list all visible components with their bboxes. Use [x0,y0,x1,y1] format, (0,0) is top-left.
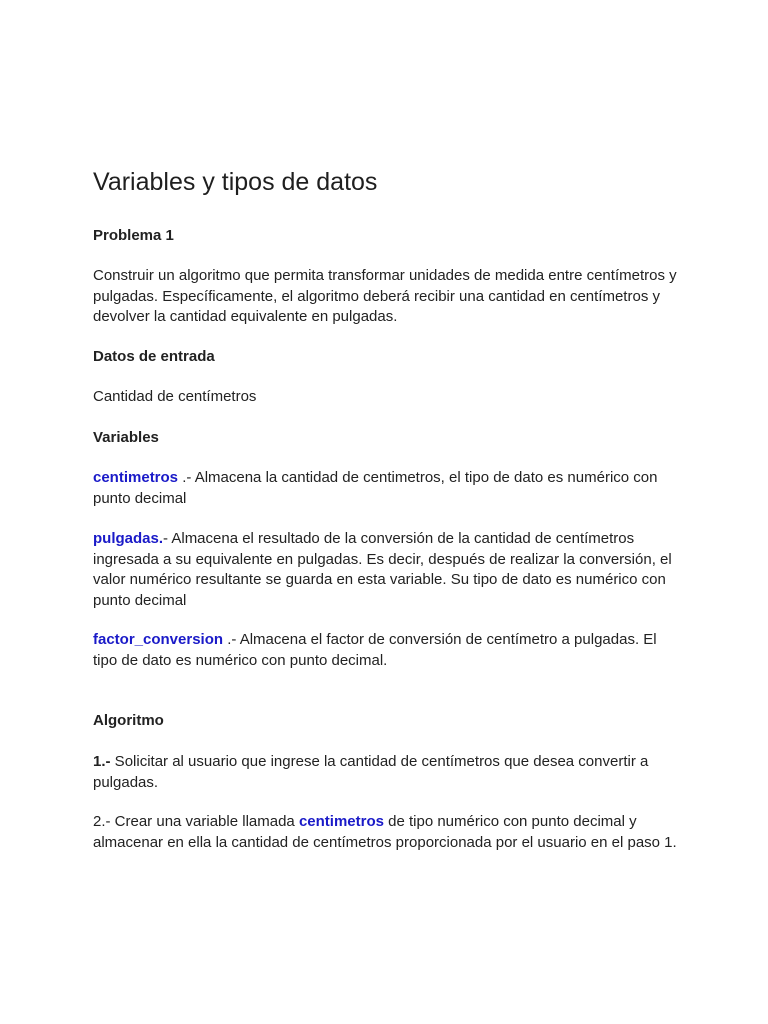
variable-name: pulgadas. [93,530,164,547]
variable-description: - Almacena el resultado de la conversión de la cantidad de centímetros ingresada a su equivalente en pulgadas. Es decir, después de realizar la conversión, el valor numérico resultante se guarda en esta variable. Su tipo de dato es numérico con punto decimal [93,530,672,609]
variable-name: centimetros [298,813,384,830]
variable-description: .- Almacena el factor de conversión de centímetro a pulgadas. El tipo de dato es numérico con punto decimal. [93,631,657,669]
input-text: Cantidad de centímetros [93,388,257,405]
problem-text: Construir un algoritmo que permita transformar unidades de medida entre centímetros y pulgadas. Específicamente, el algoritmo deberá recibir una cantidad en centímetros y devolver la cantidad equivalente en pulgadas. [93,267,677,325]
step-prefix: 2.- Crear una variable llamada [93,813,299,830]
step-number: 1.- [93,753,111,770]
algorithm-heading: Algoritmo [93,712,164,729]
variables-heading: Variables [93,429,159,446]
variable-name: factor_conversion [93,631,224,648]
algorithm-step-2 [93,812,683,853]
variable-description: .- Almacena la cantidad de centimetros, el tipo de dato es numérico con punto decimal [93,469,658,507]
step-suffix: de tipo numérico con punto decimal y almacenar en ella la cantidad de centímetros proporcionada por el usuario en el paso 1. [93,813,677,851]
variable-pulgadas [93,529,683,611]
input-heading: Datos de entrada [93,348,215,365]
algorithm-step-1 [93,752,683,793]
document-title: Variables y tipos de datos [93,168,378,196]
variable-name: centimetros [93,469,179,486]
step-text: Solicitar al usuario que ingrese la cantidad de centímetros que desea convertir a pulgadas. [93,753,649,791]
variable-factor-conversion [93,630,683,671]
variable-centimetros [93,468,683,509]
problem-heading: Problema 1 [93,227,174,244]
